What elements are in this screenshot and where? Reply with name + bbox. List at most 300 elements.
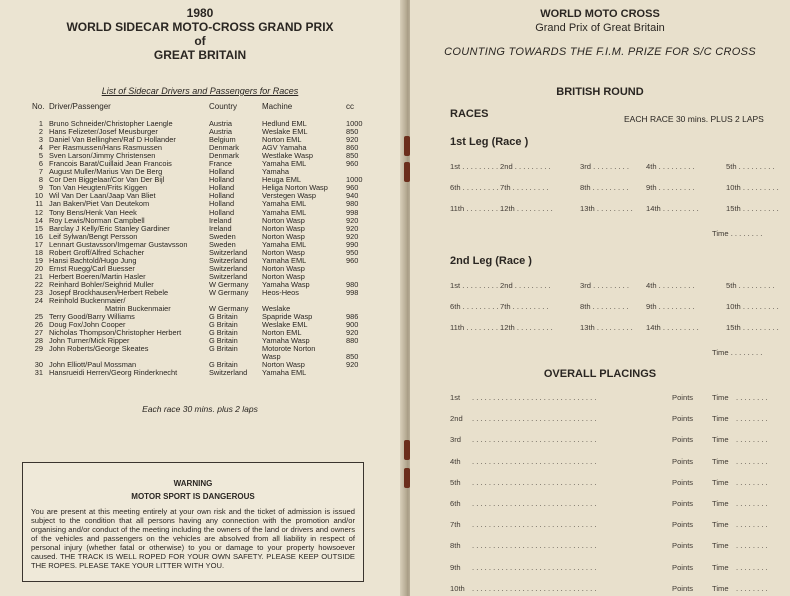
place-label: 3rd <box>580 281 591 290</box>
entry-country: W Germany <box>209 287 249 297</box>
place-label: 2nd <box>500 162 513 171</box>
entry-country: Holland <box>209 207 235 217</box>
entry-number: 3 <box>38 135 43 145</box>
place-label: 5th <box>726 281 737 290</box>
entry-crew: Lennart Gustavsson/Imgemar Gustavsson <box>49 239 188 249</box>
place-slot: 4th . . . . . . . . . <box>646 281 695 290</box>
place-slot: 5th . . . . . . . . . <box>726 162 775 171</box>
programme-title: WORLD SIDECAR MOTO-CROSS GRAND PRIX <box>66 20 334 34</box>
placing-label: 7th <box>450 520 461 530</box>
time-dots: . . . . . . . . <box>736 541 768 551</box>
points-label: Points <box>672 456 694 466</box>
entry-country: Ireland <box>209 223 232 233</box>
entry-machine: Norton Wasp <box>262 223 305 233</box>
entry-number: 8 <box>38 175 43 185</box>
entry-country: G Britain <box>209 312 238 322</box>
table-row <box>0 369 400 377</box>
british-round-heading: BRITISH ROUND <box>556 86 644 98</box>
points-label: Points <box>672 583 694 593</box>
entry-machine: Hedlund EML <box>262 119 307 128</box>
time-label: Time <box>712 477 729 487</box>
results-title: WORLD MOTO CROSS <box>540 8 660 20</box>
placing-label: 8th <box>450 541 461 551</box>
entry-number: 18 <box>34 247 43 257</box>
entry-country: Austria <box>209 119 233 128</box>
time-label: Time <box>712 348 729 357</box>
points-label: Points <box>672 414 694 424</box>
entry-machine: Yamaha Wasp <box>262 336 310 346</box>
place-slot: 9th . . . . . . . . . <box>646 183 695 192</box>
entry-cc: 920 <box>346 135 359 145</box>
entry-country: Holland <box>209 175 235 185</box>
each-race-note: EACH RACE 30 mins. PLUS 2 LAPS <box>624 114 764 124</box>
entry-table <box>0 120 400 378</box>
placing-row <box>450 499 790 509</box>
entry-cc: 1000 <box>346 175 363 185</box>
entry-cc: 850 <box>346 151 359 161</box>
entry-machine: Wasp <box>262 352 281 362</box>
time-dots: . . . . . . . . <box>736 562 768 572</box>
placing-row <box>450 563 790 573</box>
entry-country: Switzerland <box>209 247 248 257</box>
entry-machine: Yamaha EML <box>262 159 307 169</box>
entry-country: Sweden <box>209 231 236 241</box>
entry-cc: 860 <box>346 143 359 153</box>
time-label: Time <box>712 456 729 466</box>
placing-dots: . . . . . . . . . . . . . . . . . . . . . . . . . . . . . . <box>472 456 597 466</box>
entry-country: Holland <box>209 167 235 177</box>
place-label: 14th <box>646 323 661 332</box>
place-label: 7th <box>500 183 511 192</box>
programme-of: of <box>194 34 206 48</box>
entry-machine: Motorote Norton <box>262 344 316 354</box>
place-label: 9th <box>646 302 657 311</box>
place-slot: 11th . . . . . . . . . <box>450 323 503 332</box>
entry-machine: Yamaha <box>262 167 289 177</box>
entry-number: 17 <box>34 239 43 249</box>
placing-label: 3rd <box>450 435 461 445</box>
entry-number: 16 <box>34 231 43 241</box>
entry-crew: Sven Larson/Jimmy Christensen <box>49 151 156 161</box>
entry-machine: Yamaha EML <box>262 199 307 209</box>
placing-row <box>450 414 790 424</box>
entry-crew: Josepf Brockhausen/Herbert Rebele <box>49 287 169 297</box>
first-leg-heading: 1st Leg (Race ) <box>450 136 529 148</box>
place-label: 12th <box>500 323 515 332</box>
place-slot: 7th . . . . . . . . . <box>500 183 549 192</box>
entry-number: 22 <box>34 279 43 289</box>
entry-number: 15 <box>34 223 43 233</box>
entry-number: 20 <box>34 263 43 273</box>
place-slot: 13th . . . . . . . . . <box>580 204 633 213</box>
placing-dots: . . . . . . . . . . . . . . . . . . . . . . . . . . . . . . <box>472 393 597 402</box>
place-slot: 4th . . . . . . . . . <box>646 162 695 171</box>
entry-crew: Ernst Ruegg/Carl Buesser <box>49 263 135 273</box>
entry-machine: Weslake <box>262 304 291 314</box>
placing-dots: . . . . . . . . . . . . . . . . . . . . . . . . . . . . . . <box>472 499 597 508</box>
entry-crew: John Turner/Mick Ripper <box>49 336 130 346</box>
entry-crew: Reinhard Bohler/Seighrid Muller <box>49 279 154 289</box>
place-slot: 8th . . . . . . . . . <box>580 183 629 192</box>
entry-cc: 998 <box>346 207 359 217</box>
entry-country: Switzerland <box>209 368 248 378</box>
race-duration-note: Each race 30 mins. plus 2 laps <box>142 404 258 414</box>
place-slot: 1st . . . . . . . . . <box>450 281 499 290</box>
place-slot: 1st . . . . . . . . . <box>450 162 499 171</box>
time-dots: . . . . . . . . <box>736 477 768 487</box>
time-label: Time <box>712 393 729 402</box>
entry-crew: Hans Felizeter/Josef Meusburger <box>49 127 158 137</box>
entry-machine: Yamaha EML <box>262 239 307 249</box>
placing-label: 10th <box>450 583 465 593</box>
placing-dots: . . . . . . . . . . . . . . . . . . . . . . . . . . . . . . <box>472 583 597 593</box>
entry-number: 12 <box>34 207 43 217</box>
points-label: Points <box>672 393 694 402</box>
entry-cc: 998 <box>346 287 359 297</box>
entry-number: 26 <box>34 320 43 330</box>
entry-number: 21 <box>34 271 43 281</box>
entry-machine: Norton Wasp <box>262 271 305 281</box>
entry-crew: Daniel Van Bellinghen/Raf D Hollander <box>49 135 176 145</box>
entry-cc: 940 <box>346 191 359 201</box>
place-label: 11th <box>450 323 465 332</box>
first-leg-time: Time . . . . . . . . <box>712 229 763 238</box>
place-slot: 5th . . . . . . . . . <box>726 281 775 290</box>
entry-machine: Verstegen Wasp <box>262 191 316 201</box>
programme-country: GREAT BRITAIN <box>153 48 247 62</box>
entry-machine: Norton EML <box>262 135 302 145</box>
entry-list-title: List of Sidecar Drivers and Passengers for Races <box>101 86 299 96</box>
entry-crew: Barclay J Kelly/Eric Stanley Gardiner <box>49 223 170 233</box>
table-row <box>0 345 400 353</box>
place-slot: 6th . . . . . . . . . <box>450 302 499 311</box>
entry-cc: 920 <box>346 223 359 233</box>
entry-crew: Terry Good/Barry Williams <box>49 312 135 322</box>
entry-number: 31 <box>34 368 43 378</box>
entry-crew: Tony Bens/Henk Van Heek <box>49 207 137 217</box>
entry-cc: 986 <box>346 312 359 322</box>
warning-subtitle: MOTOR SPORT IS DANGEROUS <box>131 492 255 501</box>
place-slot: 3rd . . . . . . . . . <box>580 162 629 171</box>
entry-number: 27 <box>34 328 43 338</box>
time-label: Time <box>712 229 729 238</box>
placing-label: 4th <box>450 456 461 466</box>
entry-number: 28 <box>34 336 43 346</box>
placing-label: 5th <box>450 477 461 487</box>
entry-country: Holland <box>209 183 235 193</box>
overall-placings-heading: OVERALL PLACINGS <box>543 368 657 380</box>
place-slot: 10th . . . . . . . . . <box>726 183 779 192</box>
results-subtitle: Grand Prix of Great Britain <box>535 22 665 34</box>
time-dots: . . . . . . . . <box>736 414 768 424</box>
entry-machine: AGV Yamaha <box>262 143 307 153</box>
entry-crew: Hansi Bachtold/Hugo Jung <box>49 255 137 265</box>
placing-dots: . . . . . . . . . . . . . . . . . . . . . . . . . . . . . . <box>472 435 597 445</box>
placing-dots: . . . . . . . . . . . . . . . . . . . . . . . . . . . . . . <box>472 520 597 530</box>
entry-number: 25 <box>34 312 43 322</box>
second-leg-heading: 2nd Leg (Race ) <box>450 255 532 267</box>
entry-number: 2 <box>38 127 43 137</box>
place-label: 1st <box>450 162 461 171</box>
place-label: 6th <box>450 183 461 192</box>
entry-machine: Spapride Wasp <box>262 312 313 322</box>
entry-country: Denmark <box>209 143 239 153</box>
entry-machine: Yamaha EML <box>262 207 307 217</box>
entry-cc: 1000 <box>346 119 363 128</box>
entry-machine: Weslake EML <box>262 320 308 330</box>
entry-country: G Britain <box>209 328 238 338</box>
entry-number: 14 <box>34 215 43 225</box>
placing-dots: . . . . . . . . . . . . . . . . . . . . . . . . . . . . . . <box>472 477 597 487</box>
place-label: 7th <box>500 302 511 311</box>
entry-crew: Hansrueidi Herren/Georg Rinderknecht <box>49 368 178 378</box>
entry-machine: Yamaha EML <box>262 368 307 378</box>
placing-dots: . . . . . . . . . . . . . . . . . . . . . . . . . . . . . . <box>472 414 597 424</box>
entry-country: Switzerland <box>209 255 248 265</box>
entry-country: G Britain <box>209 336 238 346</box>
entry-machine: Yamaha Wasp <box>262 279 310 289</box>
place-slot: 7th . . . . . . . . . <box>500 302 549 311</box>
header-machine: Machine <box>262 102 293 111</box>
entry-number: 30 <box>34 360 43 370</box>
entry-cc: 980 <box>346 279 359 289</box>
time-label: Time <box>712 499 729 508</box>
placing-label: 6th <box>450 499 461 508</box>
place-label: 8th <box>580 302 591 311</box>
entry-crew: Robert Groff/Alfred Schacher <box>49 247 145 257</box>
points-label: Points <box>672 541 694 551</box>
header-country: Country <box>209 102 238 111</box>
place-slot: 11th . . . . . . . . . <box>450 204 503 213</box>
time-label: Time <box>712 520 729 530</box>
entry-crew: Francois Barat/Cuillaid Jean Francois <box>49 159 172 169</box>
placing-dots: . . . . . . . . . . . . . . . . . . . . . . . . . . . . . . <box>472 541 597 551</box>
entry-country: Ireland <box>209 215 232 225</box>
points-label: Points <box>672 562 694 572</box>
place-slot: 14th . . . . . . . . . <box>646 204 699 213</box>
entry-cc: 980 <box>346 199 359 209</box>
entry-crew: John Roberts/George Skeates <box>49 344 149 354</box>
table-row <box>0 297 400 305</box>
place-label: 10th <box>726 302 741 311</box>
entry-country: Switzerland <box>209 263 248 273</box>
entry-cc: 920 <box>346 360 359 370</box>
entry-machine: Norton Wasp <box>262 231 305 241</box>
placing-row <box>450 457 790 467</box>
header-no: No. <box>32 102 45 111</box>
time-dots: . . . . . . . . <box>736 520 768 530</box>
points-label: Points <box>672 499 694 508</box>
place-slot: 12th . . . . . . . . . <box>500 323 553 332</box>
time-label: Time <box>712 562 729 572</box>
placing-row <box>450 435 790 445</box>
points-label: Points <box>672 477 694 487</box>
entry-country: Holland <box>209 199 235 209</box>
time-dots: . . . . . . . . <box>736 583 768 593</box>
points-label: Points <box>672 435 694 445</box>
right-page <box>410 0 790 596</box>
place-label: 4th <box>646 162 657 171</box>
place-label: 1st <box>450 281 461 290</box>
time-label: Time <box>712 541 729 551</box>
entry-number: 9 <box>38 183 43 193</box>
entry-crew: Leif Sylwan/Bengt Persson <box>49 231 138 241</box>
place-slot: 15th . . . . . . . . . <box>726 204 779 213</box>
place-slot: 12th . . . . . . . . . <box>500 204 553 213</box>
entry-country: Sweden <box>209 239 236 249</box>
place-slot: 3rd . . . . . . . . . <box>580 281 629 290</box>
second-leg-time: Time . . . . . . . . <box>712 348 763 357</box>
place-label: 3rd <box>580 162 591 171</box>
warning-title: WARNING <box>173 479 213 488</box>
placing-row <box>450 541 790 551</box>
placing-row <box>450 584 790 594</box>
entry-country: Switzerland <box>209 271 248 281</box>
entry-machine: Norton Wasp <box>262 247 305 257</box>
entry-crew: Wil Van Der Laan/Jaap Van Bliet <box>49 191 156 201</box>
entry-cc: 920 <box>346 231 359 241</box>
entry-cc: 920 <box>346 328 359 338</box>
entry-machine: Norton Wasp <box>262 215 305 225</box>
placing-dots: . . . . . . . . . . . . . . . . . . . . . . . . . . . . . . <box>472 562 597 572</box>
place-slot: 2nd . . . . . . . . . <box>500 162 551 171</box>
entry-cc: 900 <box>346 320 359 330</box>
warning-box <box>22 462 364 582</box>
entry-country: Holland <box>209 191 235 201</box>
header-cc: cc <box>346 102 354 111</box>
entry-crew: Jan Baken/Piet Van Deutekom <box>49 199 150 209</box>
programme-year: 1980 <box>186 6 214 20</box>
entry-cc: 920 <box>346 215 359 225</box>
entry-cc: 880 <box>346 336 359 346</box>
entry-country: W Germany <box>209 304 249 314</box>
entry-crew: Roy Lewis/Norman Campbell <box>49 215 145 225</box>
place-label: 13th <box>580 323 595 332</box>
place-label: 11th <box>450 204 465 213</box>
place-slot: 2nd . . . . . . . . . <box>500 281 551 290</box>
entry-country: Austria <box>209 127 233 137</box>
warning-text: You are present at this meeting entirely at your own risk and the ticket of admission is issued subject to the condition that all persons having any connection with the promotion and/or organising and/or conduct of the meeting including the owners of the land or drivers and owners of the vehicles and passengers on the vehicles are absolved from all liability in respect of personal injury (whether fatal or otherwise) to you or damage to your property howsoever caused. THE TRACK IS WELL ROPED FOR YOUR OWN SAFETY. PLEASE KEEP OUTSIDE THE ROPES. PLEASE TAKE YOUR LITTER WITH YOU. <box>31 507 355 570</box>
points-label: Points <box>672 520 694 530</box>
entry-country: Denmark <box>209 151 239 161</box>
time-label: Time <box>712 414 729 424</box>
placing-label: 2nd <box>450 414 463 424</box>
entry-crew: Reinhold Buckenmaier/ <box>49 296 126 306</box>
entry-cc: 990 <box>346 239 359 249</box>
entry-number: 29 <box>34 344 43 354</box>
entry-crew: Ton Van Heugten/Frits Kiggen <box>49 183 148 193</box>
entry-crew: Nicholas Thompson/Christopher Herbert <box>49 328 182 338</box>
races-heading: RACES <box>450 108 489 120</box>
entry-number: 11 <box>35 199 43 209</box>
entry-crew: Herbert Boeren/Martin Hasler <box>49 271 146 281</box>
place-slot: 13th . . . . . . . . . <box>580 323 633 332</box>
entry-country: W Germany <box>209 279 249 289</box>
entry-cc: 850 <box>346 352 359 362</box>
entry-machine: Westlake Wasp <box>262 151 313 161</box>
placing-label: 1st <box>450 393 461 402</box>
place-label: 6th <box>450 302 461 311</box>
place-slot: 10th . . . . . . . . . <box>726 302 779 311</box>
entry-crew: John Elliott/Paul Mossman <box>49 360 137 370</box>
header-driver: Driver/Passenger <box>49 102 111 111</box>
entry-machine: Norton Wasp <box>262 360 305 370</box>
entry-number: 1 <box>38 119 43 128</box>
entry-number: 10 <box>34 191 43 201</box>
place-label: 4th <box>646 281 657 290</box>
placing-row <box>450 520 790 530</box>
entry-country: G Britain <box>209 360 238 370</box>
entry-cc: 960 <box>346 159 359 169</box>
placing-row <box>450 393 790 403</box>
entry-country: G Britain <box>209 344 238 354</box>
place-label: 2nd <box>500 281 513 290</box>
entry-number: 4 <box>38 143 43 153</box>
place-label: 8th <box>580 183 591 192</box>
time-label: Time <box>712 435 729 445</box>
entry-crew: Cor Den Biggelaar/Cor Van Der Bijl <box>49 175 165 185</box>
place-label: 15th <box>726 323 741 332</box>
entry-number: 7 <box>38 167 43 177</box>
time-dots: . . . . . . . . <box>736 435 768 445</box>
entry-number: 24 <box>34 296 43 306</box>
entry-machine: Norton EML <box>262 328 302 338</box>
entry-number: 5 <box>38 151 43 161</box>
entry-machine: Heliga Norton Wasp <box>262 183 328 193</box>
entry-country: France <box>209 159 233 169</box>
time-dots: . . . . . . . . <box>736 456 768 466</box>
place-slot: 6th . . . . . . . . . <box>450 183 499 192</box>
time-dots: . . . . . . . . <box>736 393 768 402</box>
time-label: Time <box>712 583 729 593</box>
place-label: 9th <box>646 183 657 192</box>
entry-crew: Matrin Buckenmaier <box>105 304 171 314</box>
entry-crew: Doug Fox/John Cooper <box>49 320 126 330</box>
entry-number: 23 <box>34 287 43 297</box>
entry-machine: Weslake EML <box>262 127 308 137</box>
entry-cc: 960 <box>346 255 359 265</box>
entry-cc: 960 <box>346 183 359 193</box>
entry-country: G Britain <box>209 320 238 330</box>
entry-cc: 850 <box>346 127 359 137</box>
entry-machine: Yamaha EML <box>262 255 307 265</box>
place-label: 13th <box>580 204 595 213</box>
entry-table-header <box>0 102 400 114</box>
place-label: 12th <box>500 204 515 213</box>
place-label: 10th <box>726 183 741 192</box>
entry-number: 6 <box>38 159 43 169</box>
entry-country: Belgium <box>209 135 236 145</box>
place-slot: 9th . . . . . . . . . <box>646 302 695 311</box>
place-label: 5th <box>726 162 737 171</box>
entry-cc: 950 <box>346 247 359 257</box>
placing-label: 9th <box>450 562 461 572</box>
entry-number: 19 <box>34 255 43 265</box>
entry-crew: August Muller/Marius Van De Berg <box>49 167 163 177</box>
fim-prize-line: COUNTING TOWARDS THE F.I.M. PRIZE FOR S/C CROSS <box>444 46 756 58</box>
time-dots: . . . . . . . . <box>736 499 768 508</box>
entry-machine: Norton Wasp <box>262 263 305 273</box>
place-slot: 15th . . . . . . . . . <box>726 323 779 332</box>
place-slot: 14th . . . . . . . . . <box>646 323 699 332</box>
place-label: 15th <box>726 204 741 213</box>
entry-machine: Heuga EML <box>262 175 302 185</box>
entry-machine: Heos-Heos <box>262 287 299 297</box>
placing-row <box>450 478 790 488</box>
entry-crew: Bruno Schneider/Christopher Laengle <box>49 119 173 128</box>
entry-crew: Per Rasmussen/Hans Rasmussen <box>49 143 162 153</box>
place-label: 14th <box>646 204 661 213</box>
